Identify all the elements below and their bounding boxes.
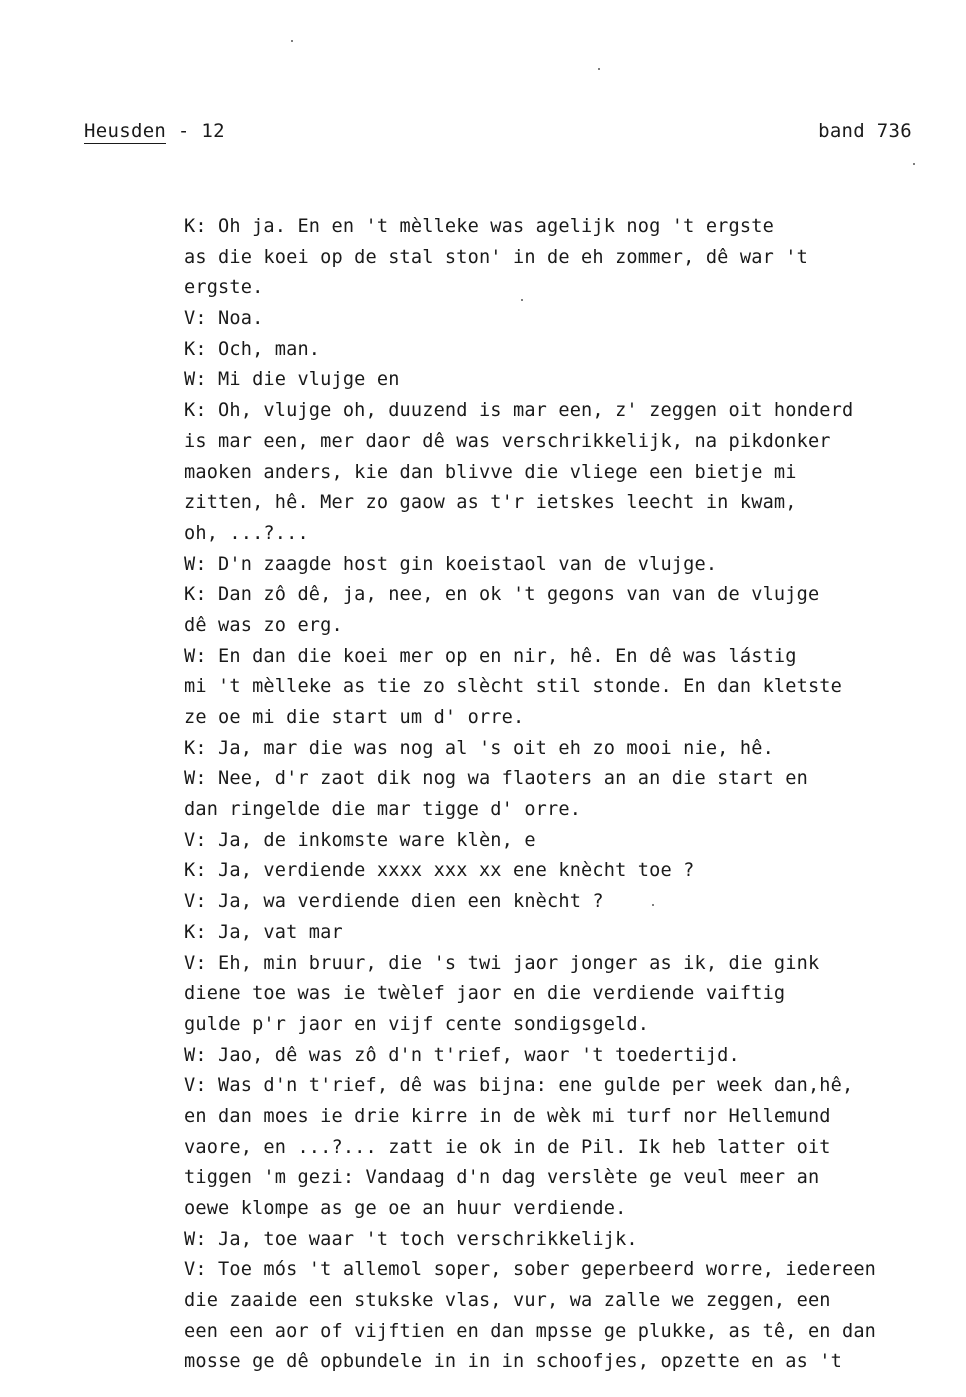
transcript-line: W: Mi die vlujge en	[184, 369, 400, 391]
scan-speck	[652, 904, 654, 906]
transcript-line: mosse ge dê opbundele in in in schoofjes, opzette en as 't	[184, 1351, 842, 1373]
scan-speck	[521, 299, 523, 301]
transcript-line: ze oe mi die start um d' orre.	[184, 707, 525, 728]
transcript-line: K: Och, man.	[184, 338, 321, 360]
transcript-line: K: Ja, verdiende xxxx xxx xx ene knècht toe ?	[184, 860, 695, 882]
transcript-line: dê was zo erg.	[184, 614, 343, 636]
transcript-line: maoken anders, kie dan blivve die vliege een bietje mi	[184, 461, 797, 483]
scan-speck	[291, 40, 293, 42]
transcript-line: W: D'n zaagde host gin koeistaol van de vlujge.	[184, 553, 718, 575]
place-name: Heusden	[84, 120, 167, 142]
transcript-line: oh, ...?...	[184, 522, 309, 544]
transcript-line: een een aor of vijftien en dan mpsse ge plukke, as tê, en dan	[184, 1320, 877, 1342]
transcript-line: dan ringelde die mar tigge d' orre.	[184, 799, 582, 821]
transcript-line: V: Eh, min bruur, die 's twi jaor jonger as ik, die gink	[184, 952, 820, 974]
transcript-line: W: Jao, dê was zô d'n t'rief, waor 't toedertijd.	[184, 1044, 740, 1066]
transcript-line: zitten, hê. Mer zo gaow as t'r ietskes leecht in kwam,	[184, 492, 797, 514]
transcript-line: as die koei op de stal ston' in de eh zommer, dê war 't	[184, 246, 808, 268]
transcript-line: V: Ja, wa verdiende dien een knècht ?	[184, 891, 604, 913]
transcript-line: V: Ja, de inkomste ware klèn, e	[184, 829, 536, 851]
band-number: band 736	[818, 120, 912, 142]
transcript-line: diene toe was ie twèlef jaor en die verdiende vaiftig	[184, 983, 786, 1005]
scan-speck	[913, 163, 915, 165]
transcript-line: ergste.	[184, 277, 264, 299]
transcript-line: V: Toe mós 't allemol soper, sober geperbeerd worre, iedereen	[184, 1259, 877, 1281]
transcript-line: K: Dan zô dê, ja, nee, en ok 't gegons van van de vlujge	[184, 584, 820, 606]
transcript-line: is mar een, mer daor dê was verschrikkelijk, na pikdonker	[184, 430, 831, 452]
scan-speck	[598, 68, 600, 70]
transcript-line: vaore, en ...?... zatt ie ok in de Pil. Ik heb latter oit	[184, 1136, 831, 1158]
transcript-line: oewe klompe as ge oe an huur verdiende.	[184, 1198, 627, 1219]
header-separator: -	[166, 120, 202, 142]
transcript-line: K: Ja, vat mar	[184, 921, 343, 943]
transcript-line: V: Was d'n t'rief, dê was bijna: ene gulde per week dan,hê,	[184, 1075, 854, 1097]
transcript-line: gulde p'r jaor en vijf cente sondigsgeld.	[184, 1013, 650, 1035]
transcript-line: W: Nee, d'r zaot dik nog wa flaoters an an die start en	[184, 768, 808, 790]
transcript-line: K: Oh ja. En en 't mèlleke was agelijk nog 't ergste	[184, 216, 774, 237]
transcript-line: W: Ja, toe waar 't toch verschrikkelijk.	[184, 1228, 638, 1250]
transcript-line: die zaaide een stukske vlas, vur, wa zalle we zeggen, een	[184, 1290, 831, 1312]
transcript-line: K: Ja, mar die was nog al 's oit eh zo mooi nie, hê.	[184, 737, 774, 759]
transcript-line: W: En dan die koei mer op en nir, hê. En dê was lástig	[184, 645, 797, 667]
transcript-line: en dan moes ie drie kirre in de wèk mi turf nor Hellemund	[184, 1105, 831, 1127]
transcript-line: mi 't mèlleke as tie zo slècht stil stonde. En dan kletste	[184, 676, 842, 698]
page-header-left	[84, 120, 225, 142]
transcript-body	[184, 212, 944, 1378]
transcript-line: tiggen 'm gezi: Vandaag d'n dag verslète ge veul meer an	[184, 1167, 820, 1189]
transcript-line: V: Noa.	[184, 308, 264, 330]
transcript-line: K: Oh, vlujge oh, duuzend is mar een, z' zeggen oit honderd	[184, 400, 854, 422]
page-number: 12	[201, 120, 225, 142]
